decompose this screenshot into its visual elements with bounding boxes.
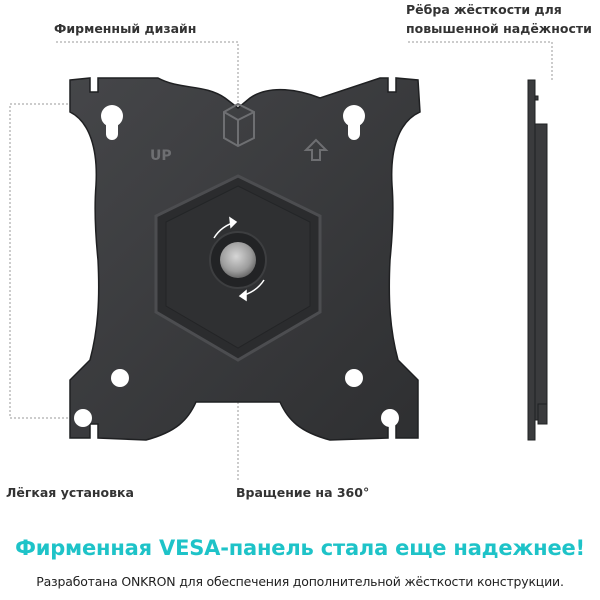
plate-up-text: UP bbox=[150, 148, 172, 164]
label-easy-install: Лёгкая установка bbox=[6, 485, 134, 500]
label-ribs-line1: Рёбра жёсткости для bbox=[406, 2, 562, 17]
hole-corner-right bbox=[381, 409, 399, 427]
plate-side-profile bbox=[528, 80, 547, 440]
hole-bottom-left bbox=[111, 369, 129, 387]
hole-corner-left bbox=[74, 409, 92, 427]
label-ribs-line2: повышенной надёжности bbox=[406, 21, 592, 36]
hole-bottom-right bbox=[345, 369, 363, 387]
subline: Разработана ONKRON для обеспечения дополнительной жёсткости конструкции. bbox=[36, 574, 564, 589]
label-branded-design: Фирменный дизайн bbox=[54, 21, 197, 36]
headline: Фирменная VESA-панель стала еще надежнее! bbox=[15, 536, 585, 560]
label-rotation: Вращение на 360° bbox=[236, 485, 370, 500]
